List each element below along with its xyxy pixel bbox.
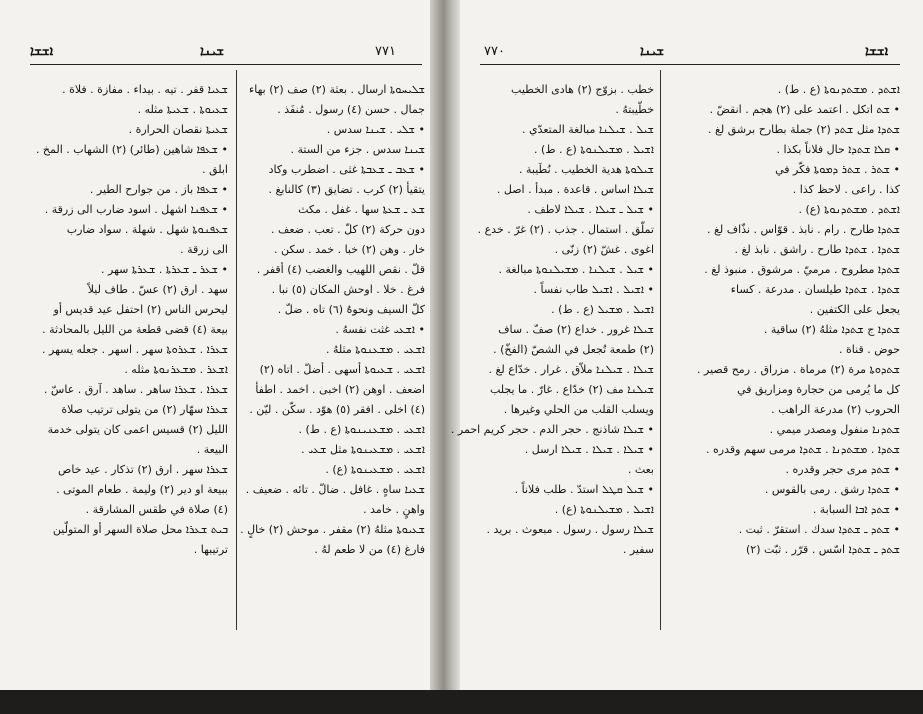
- entry-line: ܐܫܝܠ . ܡܫܝܠ (ع . ط) .: [551, 303, 654, 316]
- entry-line: ܫܥܝܐ قفر . تيه . بيداء . مفازة . فلاة .: [62, 83, 228, 96]
- entry-line: ܫܥܝܘܬܐ . ܫܥܝܬܐ مثله .: [137, 103, 228, 116]
- entry-line: فرغ . خلا . اوحش المكان (٥) نبا .: [271, 283, 425, 296]
- right-page-number: ٧٧٠: [484, 44, 505, 59]
- entry-line: بيعة (٤) قضى قطعة من الليل بالمحادثة .: [42, 323, 228, 336]
- entry-line: ܐܫܝܠ . ܡܫܝܠܢܘܬܐ (ع . ط) .: [534, 143, 654, 156]
- entry-line: ܫܬܕ ـ ܫܬܕܐ اسّس . قرّر . ثبّت (٢): [746, 543, 900, 556]
- entry-line: ܫܝܢܐ سدس . جزء من الستة .: [290, 143, 425, 156]
- entry-line: قلّ . نقص اللهيب والغضب (٤) أقفر .: [256, 263, 425, 276]
- entry-line: اضعف . اوهن (٢) اخبى . اخمد . اطفأ: [255, 383, 425, 396]
- entry-line: (٢) طمعة تُجعل في الشصّ (الفخّ) .: [493, 343, 654, 356]
- entry-line: ܐܫܥܝ . ܡܫܥܢܝܢܘܬܐ (ع . ط) .: [298, 423, 425, 436]
- entry-line: • ܫܬܕ مرى حجر وقدره .: [785, 463, 900, 476]
- entry-line: ܫܥܝܬܐ نقصان الحرارة .: [128, 123, 228, 136]
- entry-line: ܫܥܪܐ سهر . ارق (٢) تذكار . عيد خاص: [58, 463, 228, 476]
- entry-line: اغوى . غشّ (٢) زنّى .: [554, 243, 654, 256]
- left-page-number: ٧٧١: [375, 44, 396, 59]
- entry-line: • ܐܫܥܝ غثت نفسهُ .: [335, 323, 425, 336]
- entry-line: ܫܝܠܐ غرور . خداع (٢) صفّ . ساف: [498, 323, 654, 336]
- entry-line: ܫܥܪܐ سهّار (٢) من يتولى ترتيب صلاة: [61, 403, 228, 416]
- entry-line: ܐܫܝܠ . ܡܫܝܠܢܘܬܐ (ع) .: [554, 503, 654, 516]
- entry-line: • ܫܥܦܐ باز . من جوارح الطير .: [89, 183, 228, 196]
- entry-line: • ܐܫܝܠ . ܐܫܝܠ طاب نفساً .: [533, 283, 654, 296]
- entry-line: • ܫܝܠ . ܫܝܠܢܐ . ܡܫܝܠܢܘܬܐ مبالغة .: [498, 263, 654, 276]
- entry-line: يتقيأ (٢) كرب . تضايق (٣) كالنابغ .: [268, 183, 425, 196]
- entry-line: ܐܫܥܝ . ܡܫܥܝܢܘܬܐ (ع) .: [325, 463, 425, 476]
- left-page-header-title: ܫܝܢܐ: [200, 44, 225, 59]
- entry-line: ܫܠܝܚܘܬܐ ارسال . بعثة (٢) صف (٢) بهاء: [249, 83, 425, 96]
- entry-line: (٤) اخلى . افقر (٥) هوّد . سكّن . ليّن .: [249, 403, 425, 416]
- entry-line: ܫܬܕܐ . ܡܫܬܕܢܐ . ܫܬܕܐ مرمى سهم وقدره .: [706, 443, 900, 456]
- entry-line: • ܫܬܪ . ܫܬܪ ܕܡܘܬܐ فكّر في: [775, 163, 900, 176]
- entry-line: ܫܬܕܢܐ منفول ومصدر ميمي .: [769, 423, 900, 436]
- entry-line: ܐܫܥܝ . ܫܥܝܘܬܐ أسهى . أضلّ . اتاه (٢): [259, 363, 425, 376]
- entry-line: ܐܫܥܝ . ܡܫܥܢܘܬܐ مثلهُ .: [325, 343, 425, 356]
- entry-line: ܫܝܠܐ اساس . قاعدة . مبدأ . اصل .: [496, 183, 654, 196]
- entry-line: خطب . بزوّج (٢) هادى الخطيب: [511, 83, 654, 96]
- entry-line: ܫܥ ـ ܫܥܬܐ سها . غفل . مكث: [298, 203, 425, 216]
- right-page-left-column: [450, 80, 654, 560]
- entry-line: • ܫܥܪ ـ ܫܥܪܬܐ . ܫܥܪܬܐ سهر .: [101, 263, 228, 276]
- right-column-divider: [660, 70, 661, 630]
- entry-line: • ܫܬܕܐ رشق . رمى بالقوس .: [764, 483, 900, 496]
- entry-line: كل ما يُرمى من حجارة ومزاريق في: [737, 383, 900, 396]
- entry-line: • ܫܥܒ ـ ܫܥܒܬܐ غثى . اضطرب وكاد: [268, 163, 425, 176]
- entry-line: ابلق .: [202, 163, 228, 176]
- left-column-divider: [236, 70, 237, 630]
- entry-line: البيعة .: [196, 443, 228, 456]
- entry-line: سفير .: [622, 543, 654, 556]
- entry-line: ܫܥܪܐ . ܫܥܪܘܬܐ سهر . اسهر . جعله يسهر .: [42, 343, 228, 356]
- entry-line: ܫܝܠ . ܫܝܠܢܐ مبالغة المتعدّي .: [522, 123, 654, 136]
- entry-line: يجعل على الكتفين .: [809, 303, 900, 316]
- entry-line: ܫܬܕܐ مطروح . مرميّ . مرشوق . منبوذ لغ .: [704, 263, 900, 276]
- entry-line: • ܫܝܠ ـ ܫܝܠܐ . ܫܝܠܐ لاطف .: [527, 203, 654, 216]
- entry-line: ܐܫܬܕ . ܡܫܬܕܢܘܬܐ (ع . ط) .: [777, 83, 900, 96]
- entry-line: ܫܬܕܐ . ܫܬܕܐ طارح . راشق . نابذ لغ .: [734, 243, 900, 256]
- entry-line: ܐܫܥܪ . ܡܫܥܪܢܘܬܐ مثله .: [124, 363, 228, 376]
- entry-line: الحروب (٢) مدرعة الراهب .: [771, 403, 900, 416]
- entry-line: • ܫܝܠܐ شاذنج . حجر الدم . حجر كريم احمر .: [450, 423, 654, 436]
- left-header-rule: [30, 64, 422, 65]
- entry-line: الى زرقة .: [180, 243, 228, 256]
- entry-line: دون حركة (٢) كلّ . تعب . ضعف .: [270, 223, 425, 236]
- entry-line: ܫܝܠܢܐ مف (٢) خدّاع . غارّ . ما يجلب: [489, 383, 654, 396]
- entry-line: سهد . ارق (٢) عسّ . طاف ليلاً: [87, 283, 228, 296]
- entry-line: ܐܫܬܕ . ܡܫܬܕܢܘܬܐ (ع) .: [798, 203, 900, 216]
- entry-line: ܫܬܕܐ . ܫܬܕܐ طيلسان . مدرعة . كساء: [730, 283, 900, 296]
- entry-line: (٤) صلاة في طقس المشارقة .: [85, 503, 228, 516]
- entry-line: ܫܬܕܐ طارح . رام . نابذ . قوّاس . نذّاف لغ .: [707, 223, 900, 236]
- entry-line: • ܫܝܠ ܩܛܠ استدّ . طلب فلاناً .: [514, 483, 654, 496]
- right-page-header-title: ܫܝܢܐ: [640, 44, 665, 59]
- entry-line: ܫܝܠܐ . ܫܝܠܢܐ ملاّق . غرار . خدّاع لغ .: [488, 363, 654, 376]
- entry-line: ليحرس الناس (٢) احتفل عيد قديس أو: [53, 303, 228, 316]
- right-page-running-head: ܐܫܫܐ: [865, 44, 889, 59]
- entry-line: ܫܬܕܐ مثل ܫܬܕ (٢) جملة بطارح برشق لغ .: [708, 123, 900, 136]
- entry-line: ترتيبها .: [193, 543, 228, 556]
- entry-line: ܫܝܠܐ رسول . رسول . مبعوث . بريد .: [486, 523, 654, 536]
- entry-line: ܫܥܦܢܘܬܐ شهل . شهلة . سواد ضارب: [66, 223, 228, 236]
- entry-line: • ܩܠܐ ܫܬܕܐ حال فلاناً بكذا .: [776, 143, 900, 156]
- entry-line: • ܫܬܕ ܐܒܐ السبابة .: [812, 503, 900, 516]
- entry-line: ܫܥܝܘܬܐ مثلهُ (٢) مقفر . موحش (٢) خالٍ .: [240, 523, 425, 536]
- entry-line: الليل (٢) قسيس اعمى كان يتولى خدمة: [47, 423, 228, 436]
- entry-line: ܫܬܕܘܬܐ مرة (٢) مرماة . مزراق . رمح قصير .: [697, 363, 900, 376]
- entry-line: خطّيبتهُ .: [615, 103, 654, 116]
- entry-line: ܫܥܝܐ ساهٍ . غافل . ضالّ . تائه . ضعيف .: [245, 483, 425, 496]
- right-page-right-column: [668, 80, 900, 560]
- entry-line: ܫܬܕܐ ج ܫܬܕܐ مثلهُ (٢) ساقية .: [763, 323, 900, 336]
- entry-line: واهنٍ . خامد .: [363, 503, 425, 516]
- entry-line: ببيعة او دير (٢) وليمة . طعام الموتى .: [56, 483, 228, 496]
- entry-line: ܒܝܬ ܫܥܪܐ محل صلاة السهر أو المتولّين: [52, 523, 228, 536]
- entry-line: ܐܫܥܝ . ܡܫܥܝܢܘܬܐ مثل ܫܥܝ .: [301, 443, 425, 456]
- entry-line: فارغ (٤) من لا طعم لهُ .: [314, 543, 425, 556]
- entry-line: جمال . حسن (٤) رسول . مُنفَذ .: [277, 103, 425, 116]
- right-header-rule: [480, 64, 900, 65]
- entry-line: • ܫܬܕ ـ ܫܬܕܐ سدك . استقرّ . ثبت .: [738, 523, 900, 536]
- entry-line: • ܫܠܝ . ܫܝܢܐ سدس .: [326, 123, 425, 136]
- entry-line: ويسلب القلب من الحلي وغيرها .: [503, 403, 654, 416]
- entry-line: خار . وهن (٢) خبا . خمد . سكن .: [274, 243, 425, 256]
- left-page-right-column: [240, 80, 425, 560]
- entry-line: • ܫܥܦܢܐ اشهل . اسود ضارب الى زرقة .: [44, 203, 228, 216]
- entry-line: • ܫܥܦܐ شاهين (طائر) (٢) الشهاب . المخ .: [35, 143, 228, 156]
- entry-line: كلّ السيف ونحوهُ (٦) تاه . ضلّ .: [277, 303, 425, 316]
- left-page-running-head: ܐܫܫܐ: [30, 44, 54, 59]
- entry-line: • ܫܝܠܐ . ܫܝܠܐ . ܫܝܠܐ ارسل .: [524, 443, 654, 456]
- entry-line: كذا . راعى . لاحظ كذا .: [792, 183, 900, 196]
- entry-line: تملّق . استمال . جذب . (٢) غرّ . خدع .: [477, 223, 654, 236]
- entry-line: ܫܝܠܘܬܐ هدية الخطيب . نُطَيبة .: [519, 163, 654, 176]
- entry-line: بعث .: [627, 463, 654, 476]
- entry-line: ܫܥܪܐ . ܫܥܪܐ ساهر . ساهد . آرق . عاسّ .: [43, 383, 228, 396]
- entry-line: • ܫܬ اتكل . اعتمد على (٢) هجم . انقضّ .: [709, 103, 900, 116]
- left-page-left-column: [30, 80, 228, 560]
- right-page: [450, 0, 923, 690]
- entry-line: حوض . قناة .: [839, 343, 900, 356]
- book-gutter: [430, 0, 460, 690]
- left-page: [0, 0, 430, 690]
- scanner-background: [0, 690, 923, 714]
